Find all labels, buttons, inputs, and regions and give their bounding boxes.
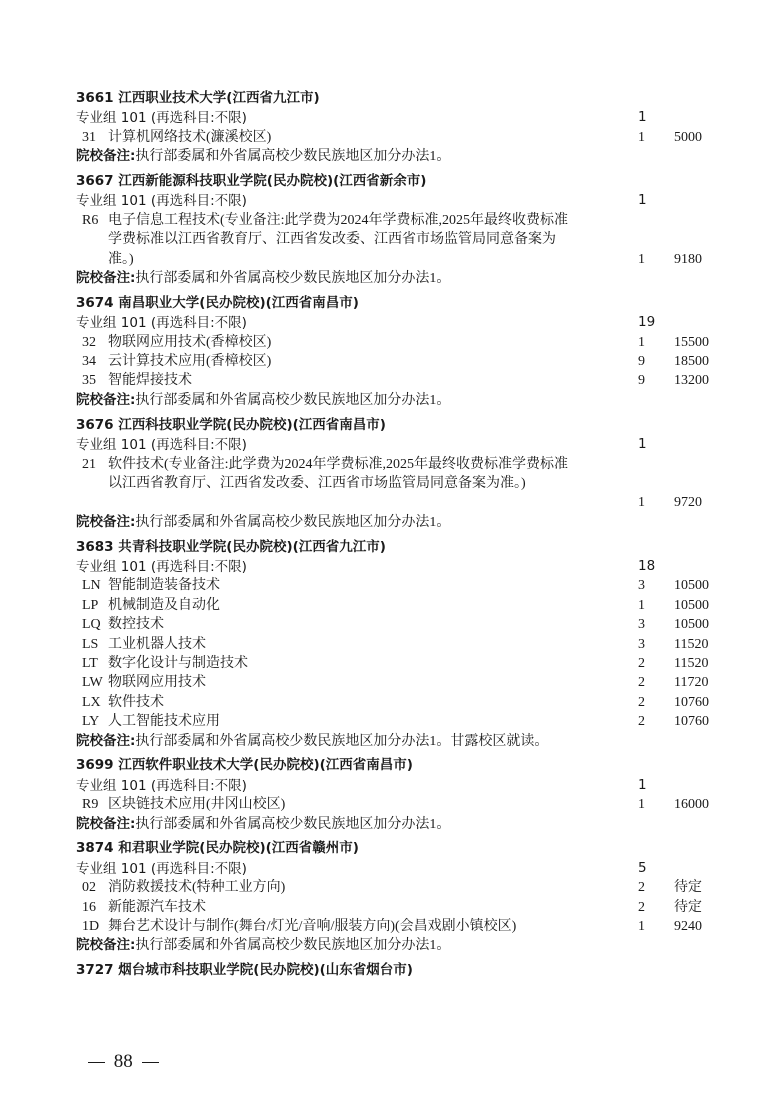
major-count: 1	[638, 495, 645, 511]
remark-label: 院校备注:	[76, 815, 136, 832]
group-label: 专业组 101 (再选科目:不限)	[76, 315, 247, 332]
major-row	[76, 333, 726, 352]
major-name: 人工智能技术应用	[108, 714, 220, 730]
major-code: LT	[82, 655, 98, 671]
major-code: LS	[82, 636, 99, 652]
major-row	[76, 795, 726, 814]
major-fee: 18500	[674, 354, 709, 370]
major-row	[76, 673, 726, 692]
admission-list	[76, 89, 726, 981]
remark-text: 执行部委属和外省属高校少数民族地区加分办法1。	[135, 938, 451, 954]
school-remark	[76, 815, 726, 834]
major-code: 35	[82, 373, 96, 389]
major-count: 2	[638, 655, 645, 671]
page-footer	[84, 1048, 163, 1076]
major-row	[76, 635, 726, 654]
page-number: 88	[113, 1051, 133, 1072]
school-title: 3727 烟台城市科技职业学院(民办院校)(山东省烟台市)	[76, 962, 413, 979]
major-fee: 10760	[674, 694, 709, 710]
major-code: 32	[82, 334, 96, 350]
remark-label: 院校备注:	[76, 391, 136, 408]
major-count: 2	[638, 899, 645, 915]
major-name: 云计算技术应用(香樟校区)	[108, 354, 272, 370]
group-count: 1	[638, 192, 647, 209]
major-code: 21	[82, 456, 96, 472]
major-row	[76, 211, 726, 269]
major-code: R6	[82, 212, 99, 228]
school-remark	[76, 147, 726, 166]
remark-label: 院校备注:	[76, 270, 136, 287]
major-fee: 11720	[674, 675, 709, 691]
footer-dash-right	[142, 1062, 159, 1063]
major-name: 电子信息工程技术(专业备注:此学费为2024年学费标准,2025年最终收费标准学费标准以江西省教育厅、江西省发改委、江西省市场监管局同意备案为准。)	[108, 212, 569, 267]
major-fee: 10500	[674, 617, 709, 633]
major-code: LY	[82, 714, 100, 730]
school-title: 3676 江西科技职业学院(民办院校)(江西省南昌市)	[76, 416, 386, 433]
group-label: 专业组 101 (再选科目:不限)	[76, 860, 247, 877]
remark-label: 院校备注:	[76, 513, 136, 530]
group-count: 19	[638, 314, 656, 331]
major-row	[76, 878, 726, 897]
major-fee: 11520	[674, 655, 709, 671]
major-group-row	[76, 435, 726, 454]
remark-text: 执行部委属和外省属高校少数民族地区加分办法1。	[135, 514, 451, 530]
group-label: 专业组 101 (再选科目:不限)	[76, 437, 247, 454]
group-label: 专业组 101 (再选科目:不限)	[76, 777, 247, 794]
school-title: 3661 江西职业技术大学(江西省九江市)	[76, 90, 320, 106]
group-label: 专业组 101 (再选科目:不限)	[76, 110, 247, 127]
major-code: 02	[82, 880, 96, 896]
major-fee: 10500	[674, 597, 709, 613]
school-title: 3874 和君职业学院(民办院校)(江西省赣州市)	[76, 840, 359, 857]
major-count: 2	[638, 694, 645, 710]
remark-label: 院校备注:	[76, 148, 136, 165]
major-name: 物联网应用技术(香樟校区)	[108, 334, 272, 350]
major-name: 智能制造装备技术	[108, 578, 220, 594]
major-count: 9	[638, 354, 645, 370]
major-code: 16	[82, 899, 96, 915]
school-remark	[76, 391, 726, 410]
major-row	[76, 898, 726, 917]
major-group-row	[76, 191, 726, 210]
major-fee: 9720	[674, 495, 702, 511]
major-code: LX	[82, 694, 101, 710]
major-code: LN	[82, 578, 101, 594]
major-row	[76, 712, 726, 731]
major-row	[76, 596, 726, 615]
major-row	[76, 615, 726, 634]
group-label: 专业组 101 (再选科目:不限)	[76, 559, 247, 576]
major-code: 34	[82, 354, 96, 370]
major-code: LP	[82, 597, 99, 613]
remark-text: 执行部委属和外省属高校少数民族地区加分办法1。	[135, 271, 451, 287]
remark-text: 执行部委属和外省属高校少数民族地区加分办法1。	[135, 149, 451, 165]
major-count: 1	[638, 919, 645, 935]
major-count: 2	[638, 675, 645, 691]
school-title: 3683 共青科技职业学院(民办院校)(江西省九江市)	[76, 538, 386, 555]
major-fee: 9240	[674, 919, 702, 935]
major-group-row	[76, 108, 726, 127]
major-count: 1	[638, 797, 645, 813]
major-count: 2	[638, 714, 645, 730]
major-count: 1	[638, 251, 645, 267]
major-name: 软件技术	[108, 694, 164, 710]
major-row	[76, 371, 726, 390]
major-code: 1D	[82, 919, 100, 935]
major-row	[76, 576, 726, 595]
major-name: 软件技术(专业备注:此学费为2024年学费标准,2025年最终收费标准学费标准以江西省教育厅、江西省发改委、江西省市场监管局同意备案为准。)	[108, 456, 569, 491]
major-count: 3	[638, 578, 645, 594]
major-fee: 10760	[674, 714, 709, 730]
major-count: 3	[638, 617, 645, 633]
major-name: 计算机网络技术(濂溪校区)	[108, 129, 272, 145]
major-fee: 9180	[674, 251, 702, 267]
major-name: 机械制造及自动化	[108, 597, 220, 613]
major-code: LQ	[82, 617, 101, 633]
major-group-row	[76, 859, 726, 878]
major-row	[76, 654, 726, 673]
major-row	[76, 455, 726, 513]
major-code: LW	[82, 675, 103, 691]
major-code: R9	[82, 797, 99, 813]
major-fee: 15500	[674, 334, 709, 350]
major-row	[76, 693, 726, 712]
major-group-row	[76, 313, 726, 332]
footer-dash-left	[88, 1062, 105, 1063]
school-title: 3699 江西软件职业技术大学(民办院校)(江西省南昌市)	[76, 757, 413, 774]
major-group-row	[76, 557, 726, 576]
major-row	[76, 128, 726, 147]
school-title: 3667 江西新能源科技职业学院(民办院校)(江西省新余市)	[76, 173, 427, 190]
major-name: 数字化设计与制造技术	[108, 655, 248, 671]
remark-label: 院校备注:	[76, 732, 136, 749]
school-remark	[76, 513, 726, 532]
group-count: 1	[638, 436, 647, 453]
group-count: 5	[638, 859, 647, 876]
major-row	[76, 917, 726, 936]
major-name: 数控技术	[108, 617, 164, 633]
major-group-row	[76, 776, 726, 795]
major-name: 消防救援技术(特种工业方向)	[108, 880, 286, 896]
major-count: 1	[638, 334, 645, 350]
remark-text: 执行部委属和外省属高校少数民族地区加分办法1。甘露校区就读。	[135, 733, 549, 749]
major-fee: 13200	[674, 373, 709, 389]
school-title: 3674 南昌职业大学(民办院校)(江西省南昌市)	[76, 294, 359, 311]
major-fee: 11520	[674, 636, 709, 652]
major-row	[76, 352, 726, 371]
remark-label: 院校备注:	[76, 937, 136, 954]
group-label: 专业组 101 (再选科目:不限)	[76, 193, 247, 210]
remark-text: 执行部委属和外省属高校少数民族地区加分办法1。	[135, 816, 451, 832]
school-remark	[76, 732, 726, 751]
school-remark	[76, 269, 726, 288]
major-code: 31	[82, 129, 96, 145]
major-name: 舞台艺术设计与制作(舞台/灯光/音响/服装方向)(会昌戏剧小镇校区)	[108, 919, 517, 935]
major-count: 1	[638, 129, 645, 145]
major-name: 区块链技术应用(井冈山校区)	[108, 797, 286, 813]
major-count: 3	[638, 636, 645, 652]
major-fee: 待定	[674, 899, 702, 915]
major-fee: 16000	[674, 797, 709, 813]
major-count: 2	[638, 880, 645, 896]
remark-text: 执行部委属和外省属高校少数民族地区加分办法1。	[135, 392, 451, 408]
major-count: 9	[638, 373, 645, 389]
major-name: 物联网应用技术	[108, 675, 206, 691]
group-count: 18	[638, 558, 656, 575]
school-remark	[76, 936, 726, 955]
major-name: 新能源汽车技术	[108, 899, 206, 915]
major-fee: 5000	[674, 129, 702, 145]
major-count: 1	[638, 597, 645, 613]
major-name: 工业机器人技术	[108, 636, 206, 652]
major-fee: 待定	[674, 880, 702, 896]
group-count: 1	[638, 776, 647, 793]
major-name: 智能焊接技术	[108, 373, 192, 389]
group-count: 1	[638, 109, 647, 126]
major-fee: 10500	[674, 578, 709, 594]
